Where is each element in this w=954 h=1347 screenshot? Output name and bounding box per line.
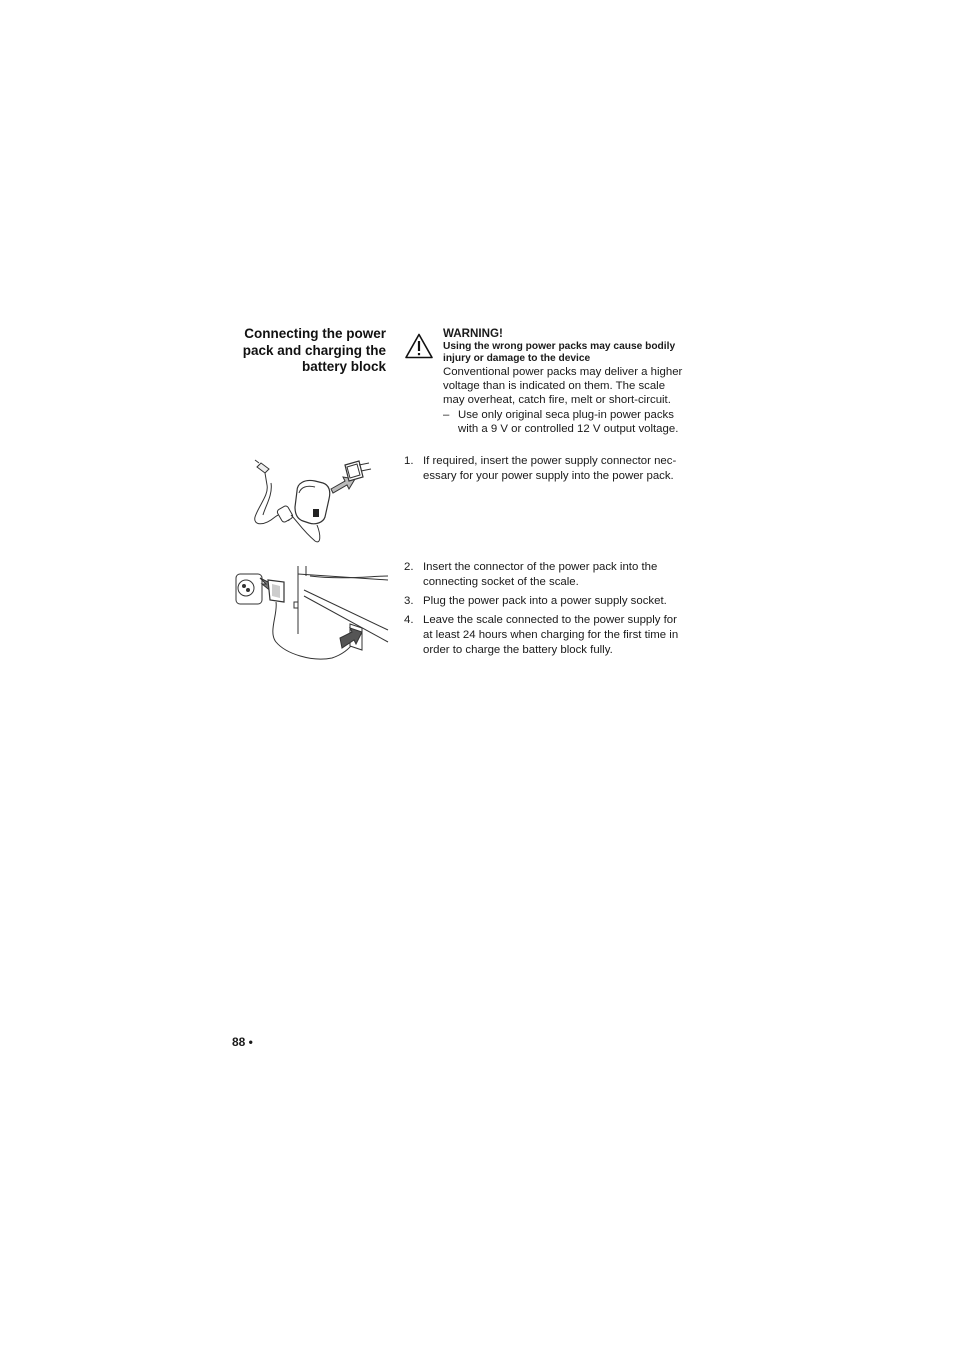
step-text-line: If required, insert the power supply connector nec- — [423, 455, 677, 467]
warning-subtitle-line: injury or damage to the device — [443, 353, 591, 365]
step-list-part-1 — [404, 454, 704, 484]
step-number: 4. — [404, 614, 414, 626]
heading-line: pack and charging the — [242, 342, 386, 358]
warning-triangle-icon — [405, 333, 433, 359]
warning-title: WARNING! — [443, 327, 503, 340]
step-text-line: Plug the power pack into a power supply socket. — [423, 595, 667, 607]
step-text-line: essary for your power supply into the power pack. — [423, 470, 674, 482]
warning-instruction-line: with a 9 V or controlled 12 V output voltage. — [458, 423, 679, 436]
step-text-line: at least 24 hours when charging for the first time in — [423, 629, 679, 641]
section-heading — [200, 326, 386, 376]
warning-body — [443, 366, 703, 407]
step-number: 2. — [404, 561, 414, 573]
step-number: 3. — [404, 595, 414, 607]
list-item — [404, 594, 704, 609]
warning-body-line: may overheat, catch fire, melt or short-circuit. — [443, 393, 671, 406]
step-text-line: Insert the connector of the power pack into the — [423, 561, 658, 573]
power-pack-connector-illustration — [245, 455, 375, 545]
warning-instruction-line: Use only original seca plug-in power packs — [458, 409, 674, 422]
warning-instruction — [443, 409, 703, 437]
warning-subtitle — [443, 341, 703, 366]
step-text-line: Leave the scale connected to the power supply for — [423, 614, 677, 626]
page-number: 88 • — [232, 1035, 253, 1049]
step-number: 1. — [404, 455, 414, 467]
step-text-line: order to charge the battery block fully. — [423, 644, 613, 656]
list-item — [404, 613, 704, 658]
scale-socket-connection-illustration — [232, 562, 392, 667]
warning-body-line: voltage than is indicated on them. The scale — [443, 379, 666, 392]
step-list-part-2 — [404, 560, 704, 658]
warning-subtitle-line: Using the wrong power packs may cause bodily — [443, 340, 676, 352]
heading-line: battery block — [301, 359, 386, 374]
list-item — [404, 454, 704, 484]
step-text-line: connecting socket of the scale. — [423, 576, 579, 588]
warning-body-line: Conventional power packs may deliver a higher — [443, 365, 683, 378]
warning-block — [443, 327, 703, 437]
list-item — [404, 560, 704, 590]
dash-marker: – — [443, 409, 450, 422]
heading-line: Connecting the power — [244, 326, 386, 341]
